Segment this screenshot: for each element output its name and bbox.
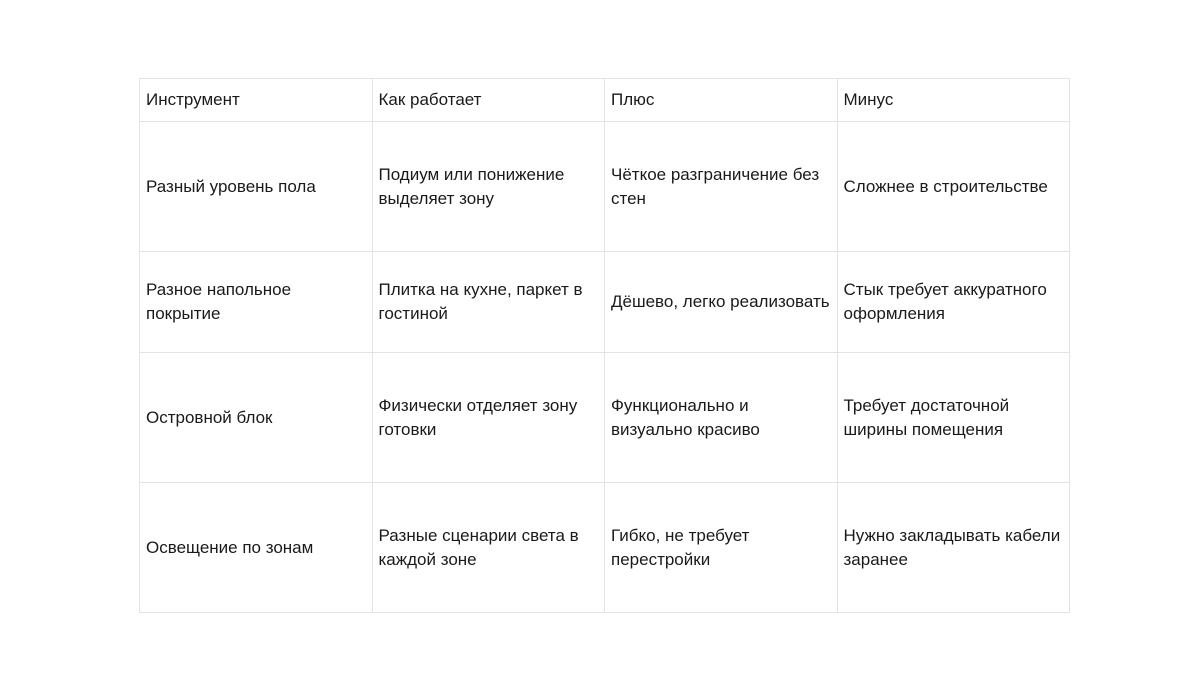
cell-pros: Дёшево, легко реализовать: [605, 252, 838, 353]
cell-cons: Нужно закладывать кабели заранее: [837, 483, 1070, 613]
table-header-row: [140, 79, 1070, 122]
cell-pros: Чёткое разграничение без стен: [605, 122, 838, 252]
cell-cons: Сложнее в строительстве: [837, 122, 1070, 252]
cell-tool: Разный уровень пола: [140, 122, 373, 252]
header-how-it-works: Как работает: [372, 79, 605, 122]
table-row: [140, 483, 1070, 613]
table-row: [140, 353, 1070, 483]
header-cons: Минус: [837, 79, 1070, 122]
header-tool: Инструмент: [140, 79, 373, 122]
cell-how-it-works: Плитка на кухне, паркет в гостиной: [372, 252, 605, 353]
cell-how-it-works: Подиум или понижение выделяет зону: [372, 122, 605, 252]
cell-tool: Островной блок: [140, 353, 373, 483]
cell-pros: Функционально и визуально красиво: [605, 353, 838, 483]
cell-cons: Стык требует аккуратного оформления: [837, 252, 1070, 353]
table-row: [140, 252, 1070, 353]
cell-tool: Разное напольное покрытие: [140, 252, 373, 353]
table-row: [140, 122, 1070, 252]
zoning-comparison-table: [139, 78, 1070, 613]
cell-tool: Освещение по зонам: [140, 483, 373, 613]
cell-how-it-works: Физически отделяет зону готовки: [372, 353, 605, 483]
header-pros: Плюс: [605, 79, 838, 122]
cell-cons: Требует достаточной ширины помещения: [837, 353, 1070, 483]
cell-how-it-works: Разные сценарии света в каждой зоне: [372, 483, 605, 613]
cell-pros: Гибко, не требует перестройки: [605, 483, 838, 613]
